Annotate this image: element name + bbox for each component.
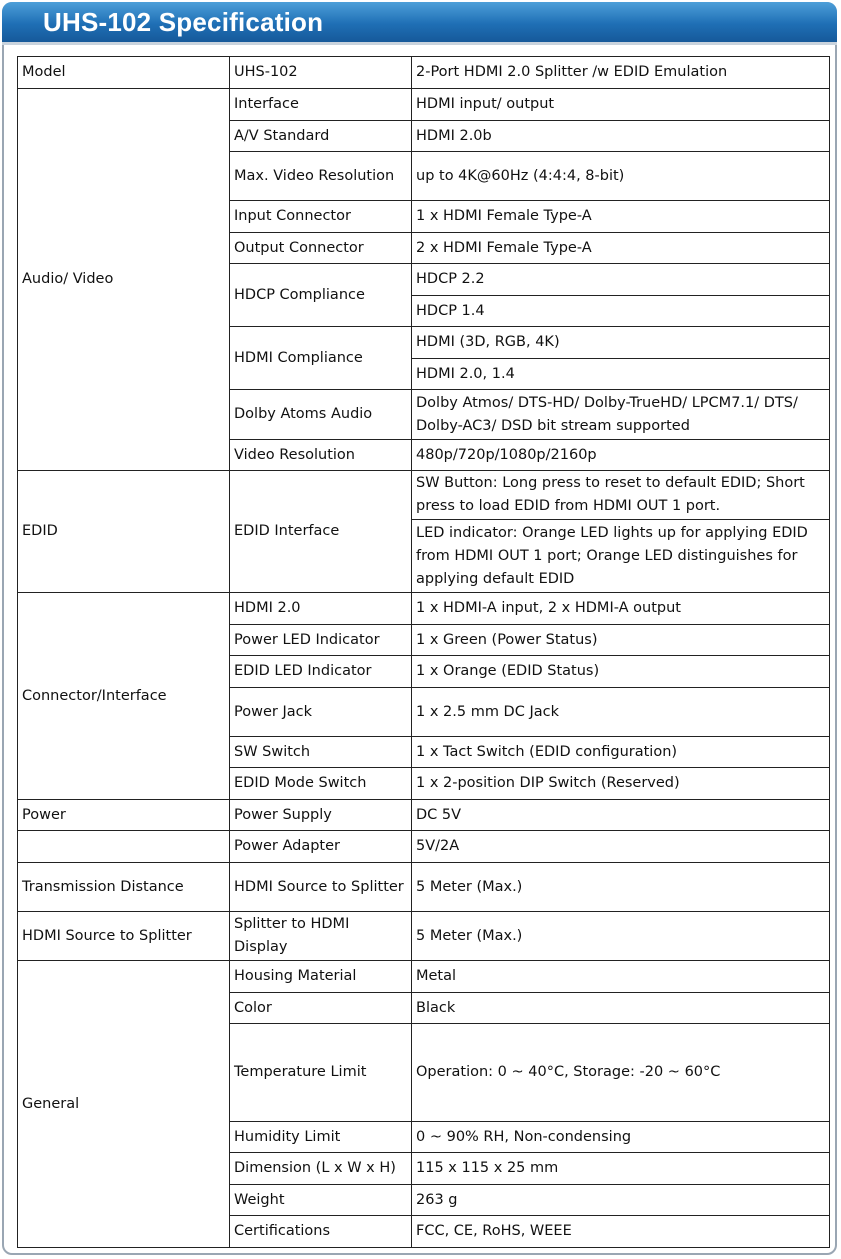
category-cell: Audio/ Video (18, 89, 230, 471)
table-row (18, 89, 830, 121)
value-cell: 2 x HDMI Female Type-A (412, 233, 830, 264)
category-cell: HDMI Source to Splitter (18, 912, 230, 961)
value-cell: Metal (412, 961, 830, 993)
header-bar (2, 2, 837, 45)
label-cell: Output Connector (230, 233, 412, 264)
value-cell: 480p/720p/1080p/2160p (412, 440, 830, 471)
category-cell: EDID (18, 471, 230, 593)
label-cell: Dolby Atoms Audio (230, 390, 412, 440)
table-row (18, 961, 830, 993)
value-cell: 1 x Tact Switch (EDID configuration) (412, 737, 830, 768)
label-cell: Humidity Limit (230, 1122, 412, 1153)
table-row (18, 831, 830, 863)
value-cell: 5 Meter (Max.) (412, 863, 830, 912)
table-row (18, 593, 830, 625)
label-cell: Video Resolution (230, 440, 412, 471)
table-row (18, 57, 830, 89)
category-cell: Power (18, 800, 230, 831)
value-cell: HDCP 2.2 (412, 264, 830, 296)
label-cell: EDID Mode Switch (230, 768, 412, 800)
value-cell: 263 g (412, 1185, 830, 1216)
label-cell: Color (230, 993, 412, 1024)
value-cell: 2-Port HDMI 2.0 Splitter /w EDID Emulation (412, 57, 830, 89)
label-cell: Interface (230, 89, 412, 121)
table-row (18, 471, 830, 520)
value-cell: DC 5V (412, 800, 830, 831)
value-cell: Dolby Atmos/ DTS-HD/ Dolby-TrueHD/ LPCM7.1/ DTS/ Dolby-AC3/ DSD bit stream supported (412, 390, 830, 440)
page-title: UHS-102 Specification (43, 7, 324, 37)
specification-table (17, 56, 830, 1248)
value-cell: 0 ~ 90% RH, Non-condensing (412, 1122, 830, 1153)
label-cell: A/V Standard (230, 121, 412, 152)
value-cell: FCC, CE, RoHS, WEEE (412, 1216, 830, 1248)
category-cell: Connector/Interface (18, 593, 230, 800)
label-cell: EDID LED Indicator (230, 656, 412, 688)
label-cell: Weight (230, 1185, 412, 1216)
value-cell: 1 x HDMI-A input, 2 x HDMI-A output (412, 593, 830, 625)
table-row (18, 912, 830, 961)
value-cell: 1 x Green (Power Status) (412, 625, 830, 656)
value-cell: SW Button: Long press to reset to default EDID; Short press to load EDID from HDMI OUT 1 port. (412, 471, 830, 520)
category-cell (18, 831, 230, 863)
label-cell: EDID Interface (230, 471, 412, 593)
table-row (18, 800, 830, 831)
label-cell: Splitter to HDMI Display (230, 912, 412, 961)
value-cell: Black (412, 993, 830, 1024)
category-cell: Transmission Distance (18, 863, 230, 912)
label-cell: Power Adapter (230, 831, 412, 863)
value-cell: HDCP 1.4 (412, 296, 830, 327)
label-cell: Power LED Indicator (230, 625, 412, 656)
value-cell: HDMI input/ output (412, 89, 830, 121)
value-cell: 115 x 115 x 25 mm (412, 1153, 830, 1185)
category-cell: General (18, 961, 230, 1248)
label-cell: Max. Video Resolution (230, 152, 412, 201)
model-name-cell: UHS-102 (230, 57, 412, 89)
value-cell: HDMI 2.0, 1.4 (412, 359, 830, 390)
value-cell: 1 x 2.5 mm DC Jack (412, 688, 830, 737)
label-cell: Housing Material (230, 961, 412, 993)
label-cell: HDMI Source to Splitter (230, 863, 412, 912)
label-cell: Certifications (230, 1216, 412, 1248)
label-cell: HDMI Compliance (230, 327, 412, 390)
label-cell: Temperature Limit (230, 1024, 412, 1122)
value-cell: 1 x Orange (EDID Status) (412, 656, 830, 688)
value-cell: up to 4K@60Hz (4:4:4, 8-bit) (412, 152, 830, 201)
label-cell: HDCP Compliance (230, 264, 412, 327)
value-cell: 1 x 2-position DIP Switch (Reserved) (412, 768, 830, 800)
label-cell: Power Jack (230, 688, 412, 737)
table-row (18, 863, 830, 912)
value-cell: 5V/2A (412, 831, 830, 863)
value-cell: 1 x HDMI Female Type-A (412, 201, 830, 233)
value-cell: LED indicator: Orange LED lights up for applying EDID from HDMI OUT 1 port; Orange LED distinguishes for applying default EDID (412, 520, 830, 593)
value-cell: Operation: 0 ~ 40°C, Storage: -20 ~ 60°C (412, 1024, 830, 1122)
label-cell: Power Supply (230, 800, 412, 831)
label-cell: SW Switch (230, 737, 412, 768)
value-cell: HDMI 2.0b (412, 121, 830, 152)
label-cell: Dimension (L x W x H) (230, 1153, 412, 1185)
value-cell: 5 Meter (Max.) (412, 912, 830, 961)
label-cell: HDMI 2.0 (230, 593, 412, 625)
label-cell: Input Connector (230, 201, 412, 233)
category-cell: Model (18, 57, 230, 89)
value-cell: HDMI (3D, RGB, 4K) (412, 327, 830, 359)
